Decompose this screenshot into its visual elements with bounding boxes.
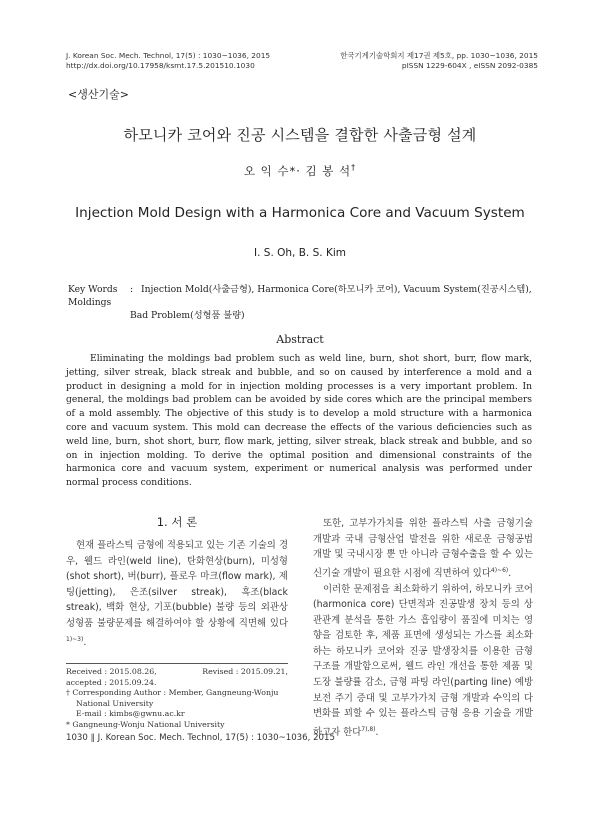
citation-ref: 1)~3) [66, 635, 84, 643]
affiliation-note: * Gangneung-Wonju National University [66, 719, 225, 729]
corresponding-author: † Corresponding Author : Member, Gangneung-Wonju [66, 688, 279, 698]
corresponding-mark: † [351, 163, 357, 173]
keywords-text-continued: Bad Problem(성형품 불량) [130, 310, 245, 321]
authors-korean-names: 오 익 수*· 김 봉 석 [243, 164, 352, 178]
right-column [313, 516, 533, 741]
email-address[interactable]: E-mail : kimbs@gwnu.ac.kr [76, 709, 185, 719]
citation-ref: 7),8) [361, 725, 376, 733]
accepted-date: accepted : 2015.09.24. [66, 677, 157, 687]
authors-korean [0, 163, 600, 179]
keywords-separator: : [130, 284, 134, 295]
intro-paragraph-1: 현재 플라스틱 금형에 적용되고 있는 기존 기술의 경우, 웰드 라인(weld line), 탄화현상(burn), 미성형(shot short), 버(burr), 플로우 마크(flow mark), 제팅(jetting), 은조(silver streak), 흑조(black streak), 백화 현상, 기포(bubble) 불량 등의 외관상 성형품 불량문제를 해결하여야 할 상황에 직면해 있다$^{1)\sim 3)}$. [66, 540, 288, 648]
issn-line: pISSN 1229-604X , eISSN 2092-0385 [401, 61, 538, 70]
keywords-text: Injection Mold(사출금형), Harmonica Core(하모니카 코어), Vacuum System(진공시스템), Moldings [68, 284, 532, 308]
journal-header-right [340, 51, 538, 71]
corresponding-affiliation: National University [76, 698, 154, 708]
intro-heading: 1. 서 론 [156, 515, 198, 529]
section-tag: <생산기술> [68, 88, 129, 101]
title-english: Injection Mold Design with a Harmonica Core and Vacuum System [75, 205, 525, 221]
page-footer: 1030 ∥ J. Korean Soc. Mech. Technol, 17(5) : 1030~1036, 2015 [66, 733, 335, 743]
intro-paragraph-2-text: 또한, 고부가가치를 위한 플라스틱 사출 금형기술 개발과 국내 금형산업 발전을 위한 새로운 금형공법 개발 및 국내시장 뿐 만 아니라 금형수출을 할 수 있는 신기술 개발이 필요한 시점에 직면하여 있다 [313, 518, 533, 579]
intro-paragraph-1-text: 현재 플라스틱 금형에 적용되고 있는 기존 기술의 경우, 웰드 라인(weld line), 탄화현상(burn), 미성형(shot short), 버(burr), 플로우 마크(flow mark), 제팅(jetting), 은조(silver streak), 흑조(black streak), 백화 현상, 기포(bubble) 불량 등의 외관상 성형품 불량문제를 해결하여야 할 상황에 직면해 있다 [66, 540, 288, 629]
intro-paragraph-2: 또한, 고부가가치를 위한 플라스틱 사출 금형기술 개발과 국내 금형산업 발전을 위한 새로운 금형공법 개발 및 국내시장 뿐 만 아니라 금형수출을 할 수 있는 신기술 개발이 필요한 시점에 직면하여 있다$^{4)\sim 6)}$. [313, 518, 533, 579]
received-date: Received : 2015.08.26, [66, 667, 157, 676]
citation-ref: 4)~6) [490, 566, 509, 574]
title-korean: 하모니카 코어와 진공 시스템을 결합한 사출금형 설계 [123, 126, 477, 144]
intro-paragraph-3: 이러한 문제점을 최소화하기 위하여, 하모니카 코어(harmonica core) 단면적과 진공발생 장치 등의 상관관계 분석을 통한 가스 흡입량이 품질에 미치는 영향을 검토한 후, 제품 표면에 생성되는 가스를 최소화하는 하모니카 코어와 진공 발생장치를 이용한 금형 구조를 개발함으로써, 웰드 라인 개선을 통한 제품 및 도장 불량률 감소, 금형 파팅 라인(parting line) 예방 보전 주기 증대 및 고부가가치 금형 개발과 수익의 다변화를 꾀할 수 있는 플라스틱 금형 응용 기술을 개발하고자 한다$^{7),8)}$. [313, 583, 533, 738]
journal-citation-korean: 한국기계기술학회지 제17권 제5호, pp. 1030~1036, 2015 [340, 51, 538, 60]
journal-citation: J. Korean Soc. Mech. Technol, 17(5) : 1030~1036, 2015 [66, 51, 271, 60]
doi-link[interactable]: http://dx.doi.org/10.17958/ksmt.17.5.201510.1030 [66, 61, 255, 70]
left-column [66, 514, 288, 650]
authors-english: I. S. Oh, B. S. Kim [254, 247, 346, 259]
revised-date: Revised : 2015.09.21, [202, 667, 288, 676]
keywords-label: Key Words [68, 284, 118, 295]
abstract-body: Eliminating the moldings bad problem such as weld line, burn, shot short, burr, flow mark, jetting, silver streak, black streak and bubble, and so on caused by interference a mold and a product in designing a mold for in injection molding processes is a very important problem. In general, the moldings bad problem can be avoided by side cores which are the principal members of a mold assembly. The objective of this study is to develop a mold structure with a harmonica core and vacuum system. This mold can decrease the effects of the various deficiencies such as weld line, burn, shot short, burr, flow mark, jetting, silver streak, black streak and bubble, and so on in injection molding. To derive the optimal position and dimensional constraints of the harmonica core and vacuum system, experiment or numerical analysis was performed under normal process conditions. [66, 353, 532, 489]
footnote-rule [66, 663, 288, 664]
keywords [68, 283, 538, 322]
abstract-title: Abstract [276, 333, 324, 346]
journal-header-left [66, 51, 270, 71]
intro-paragraph-3-text: 이러한 문제점을 최소화하기 위하여, 하모니카 코어(harmonica core) 단면적과 진공발생 장치 등의 상관관계 분석을 통한 가스 흡입량이 품질에 미치는 영향을 검토한 후, 제품 표면에 생성되는 가스를 최소화하는 하모니카 코어와 진공 발생장치를 이용한 금형 구조를 개발함으로써, 웰드 라인 개선을 통한 제품 및 도장 불량률 감소, 금형 파팅 라인(parting line) 예방 보전 주기 증대 및 고부가가치 금형 개발과 수익의 다변화를 꾀할 수 있는 플라스틱 금형 응용 기술을 개발하고자 한다 [313, 583, 533, 738]
footnotes [66, 667, 288, 731]
